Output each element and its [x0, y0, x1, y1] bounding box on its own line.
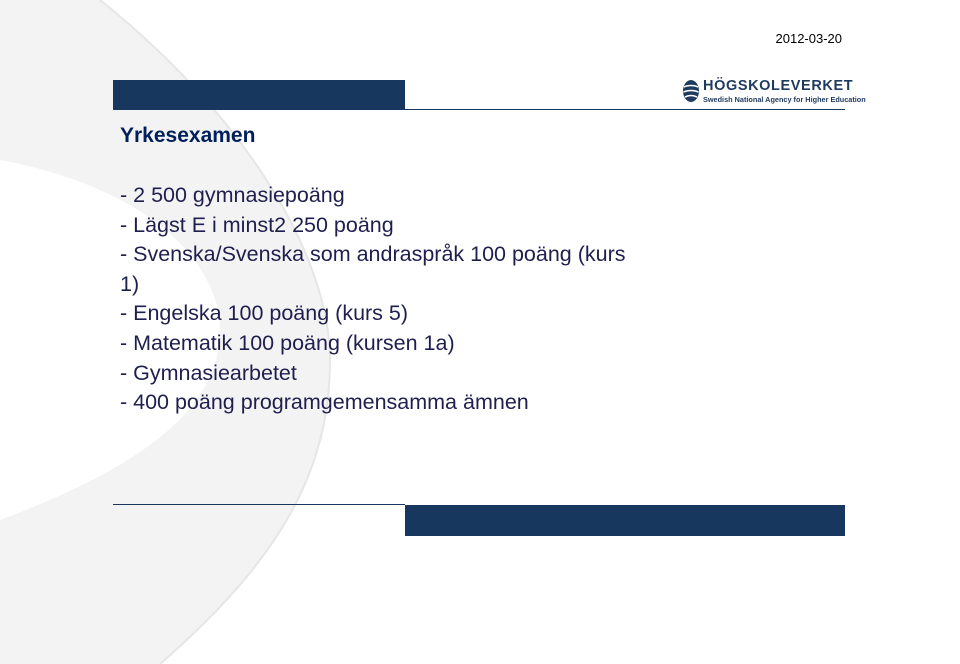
date-label: 2012-03-20 [775, 31, 842, 46]
list-item: - Lägst E i minst2 250 poäng [120, 212, 394, 237]
logo-name: HÖGSKOLEVERKET [703, 78, 854, 94]
list-item: - Svenska/Svenska som andraspråk 100 poäng (kurs [120, 242, 626, 267]
footer-bar [405, 505, 845, 536]
footer-rule [113, 504, 405, 505]
bullet-list [120, 181, 720, 418]
list-item: - Gymnasiearbetet [120, 360, 297, 385]
header-rule [405, 109, 845, 110]
list-item: - Engelska 100 poäng (kurs 5) [120, 301, 409, 326]
list-item: - 400 poäng programgemensamma ämnen [120, 390, 529, 415]
list-item: 1) [120, 271, 140, 296]
header-bar [113, 80, 405, 110]
hogskoleverket-logo [682, 78, 866, 108]
list-item: - 2 500 gymnasiepoäng [120, 183, 345, 207]
list-item: - Matematik 100 poäng (kursen 1a) [120, 330, 455, 355]
slide-title: Yrkesexamen [120, 124, 256, 147]
globe-icon [682, 78, 700, 104]
logo-tagline: Swedish National Agency for Higher Education [703, 95, 866, 104]
